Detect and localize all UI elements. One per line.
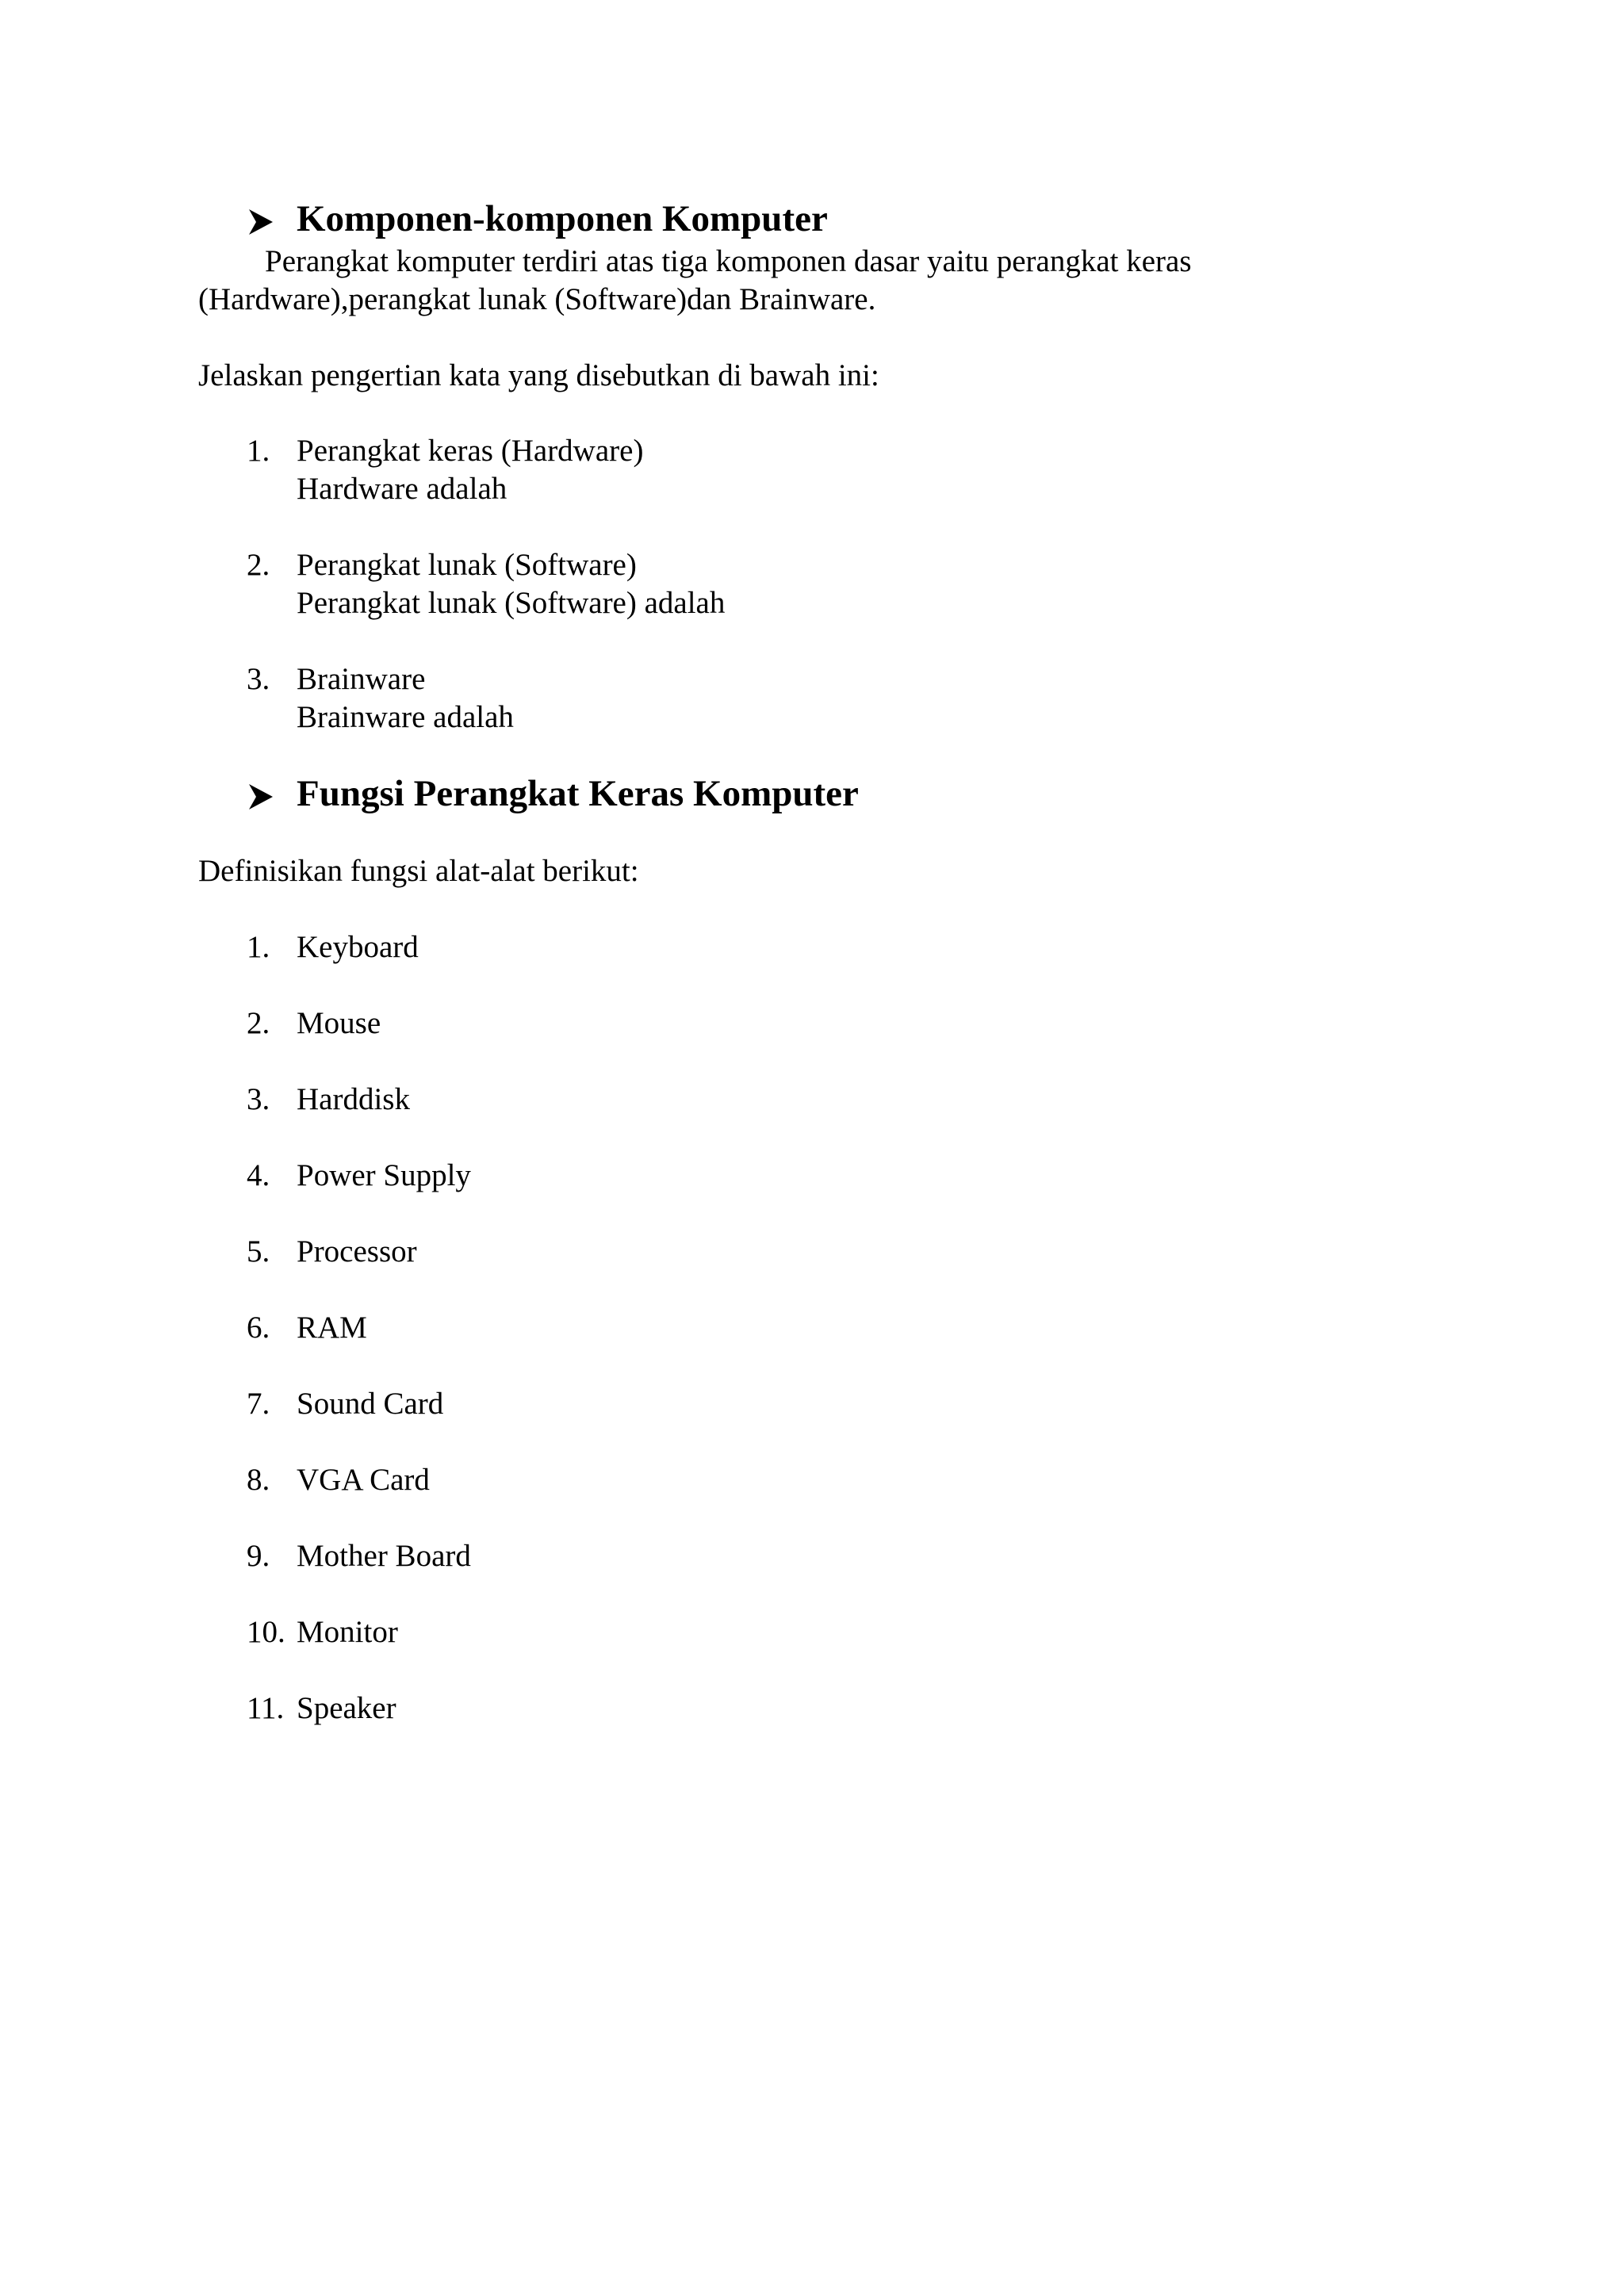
list-number: 5. [247, 1234, 270, 1269]
list-label: Mouse [297, 1006, 381, 1040]
list-number: 8. [247, 1463, 270, 1497]
section-heading-fungsi: Fungsi Perangkat Keras Komputer [297, 773, 859, 814]
list-number: 2. [247, 1006, 270, 1040]
list-label: Processor [297, 1234, 417, 1269]
list-label: VGA Card [297, 1463, 430, 1497]
arrow-bullet-icon [247, 783, 274, 811]
list-label: Sound Card [297, 1387, 444, 1421]
list-term: Perangkat lunak (Software) [297, 548, 637, 582]
list-answer-prompt: Perangkat lunak (Software) adalah [297, 586, 726, 620]
list-number: 7. [247, 1387, 270, 1421]
intro-paragraph-line-1: Perangkat komputer terdiri atas tiga komponen dasar yaitu perangkat keras [265, 244, 1192, 278]
list-number: 9. [247, 1539, 270, 1573]
list-number: 6. [247, 1311, 270, 1345]
list-label: Power Supply [297, 1158, 471, 1192]
arrow-bullet-icon [247, 208, 274, 236]
list-label: Speaker [297, 1691, 396, 1725]
list-label: RAM [297, 1311, 367, 1345]
list-label: Harddisk [297, 1082, 410, 1116]
list-number: 10. [247, 1615, 285, 1649]
list-number: 4. [247, 1158, 270, 1192]
list-number: 1. [247, 434, 270, 468]
list-number: 11. [247, 1691, 285, 1725]
instruction-text: Definisikan fungsi alat-alat berikut: [198, 854, 639, 888]
list-label: Mother Board [297, 1539, 471, 1573]
list-answer-prompt: Brainware adalah [297, 700, 514, 734]
intro-paragraph-line-2: (Hardware),perangkat lunak (Software)dan Brainware. [198, 282, 876, 316]
list-number: 3. [247, 662, 270, 696]
list-term: Perangkat keras (Hardware) [297, 434, 644, 468]
list-number: 1. [247, 930, 270, 964]
list-number: 3. [247, 1082, 270, 1116]
section-heading-komponen: Komponen-komponen Komputer [297, 198, 828, 239]
list-label: Monitor [297, 1615, 398, 1649]
list-term: Brainware [297, 662, 426, 696]
list-number: 2. [247, 548, 270, 582]
list-answer-prompt: Hardware adalah [297, 472, 508, 506]
instruction-text: Jelaskan pengertian kata yang disebutkan di bawah ini: [198, 358, 879, 392]
list-label: Keyboard [297, 930, 419, 964]
